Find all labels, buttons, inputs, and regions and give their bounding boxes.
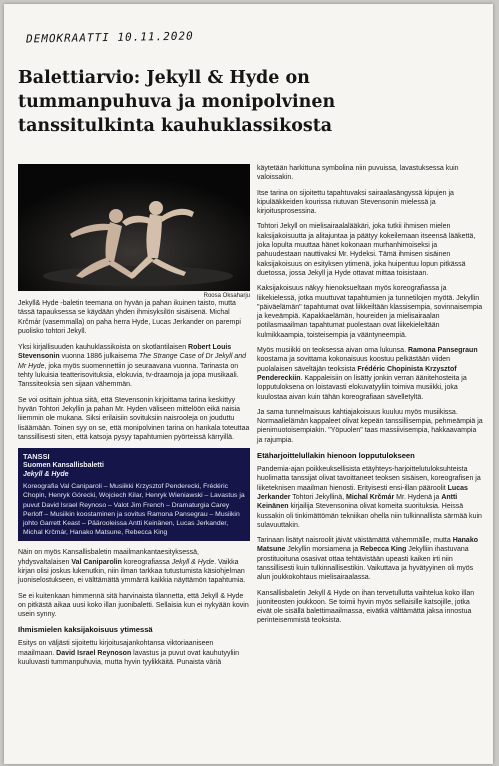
right-paragraph-5: Myös musiikki on teoksessa aivan oma lukunsa. Ramona Pansegraun koostama ja sovittama kokonaisuus koostuu pelkästään viiden puolalaisen säveltäjän teoksista Frédéric Chopinista Krzysztof Pendereckiin. Kappaleisiin on lisätty jonkin verran äänitehosteita ja lopputuloksena on loistavasti elokuvatyyliin toimiva musiikki, joka kuulostaa aivan kuin tähän koreografiaan sävelletyltä. <box>257 347 478 401</box>
info-box-company: Suomen Kansallisbaletti Jekyll & Hyde <box>23 462 104 479</box>
dancers-illustration <box>18 164 250 291</box>
photo-credit: Roosa Oksaharju <box>203 293 250 299</box>
headline: Balettiarvio: Jekyll & Hyde on tummanpuhuva ja monipolvinen tanssitulkinta kauhuklassikosta <box>18 68 336 136</box>
photo-caption: Jekyll& Hyde -baletin teemana on hyvän ja pahan ikuinen taisto, mutta tässä tapauksessa se käydään yhden ihmisyksilön sisäisenä. Michal Krčmár (vasemmalla) on paha herra Hyde, Lucas Jerkander on parempi puolisko tohtori Jekyll. <box>18 300 241 335</box>
ballet-photo <box>18 164 250 291</box>
right-paragraph-6: Ja sama tunnelmaisuus kahtiajakoisuus kuuluu myös musiikissa. Normaalielämän kappaleet olivat kepeän tanssillisempia, pehmeämpiä ja pienimuotoisempiakin. "Yöpuolen" taas massiivisempia, hakkaavampia ja rajumpia. <box>257 408 483 444</box>
left-paragraph-3: Näin on myös Kansallisbaletin maailmankantaesityksessä, yhdysvaltalaisen Val Caniparolin koreografiassa Jekyll & Hyde. Vaikka kirjan olisi joskus lukenutkin, niin ilman tarkkaa tutustumista käsiohjelman juoniselostukseen, ei välttämättä ymmärrä kaikkia näyttämön tapahtumia. <box>18 549 246 585</box>
right-paragraph-3: Tohtori Jekyll on mielisairaalalääkäri, joka tutkii ihmisen mielen kaksijakoisuutta ja alitajuntaa ja päätyy kokeilemaan itseensä lääkettä, joka lopulta muuttaa hänet kokonaan murhanhimoiseksi ja pahuudestaan nauttivaksi Mr. Hydeksi. Tämä ihmisen sisäinen kaksijakoisuus on esityksen ytimenä, joka huipentuu lopun pitkässä duetossa, jossa Jekyll ja Hyde ottavat mittaa toisistaan. <box>257 223 476 277</box>
right-paragraph-2: Itse tarina on sijoitettu tapahtuvaksi sairaalasängyssä kipujen ja kipulääkkeiden kourissa riutuvan Stevensonin mielessä ja kirjoitusprosessina. <box>257 189 454 216</box>
handwritten-source-note: DEMOKRAATTI 10.11.2020 <box>25 29 194 46</box>
left-subheading: Ihmismielen kaksijakoisuus ytimessä <box>18 625 153 635</box>
right-paragraph-8: Tarinaan lisätyt naisroolit jäivät väistämättä vähemmälle, mutta Hanako Matsune Jekyllin morsiamena ja Rebecca King Jekylliin ihastuvana prostituoituna osasivat ottaa tehtävistään upeasti kaiken irti niin tanssillisesti kuin tulkinnallisestikin. Vaikuttava ja hyvätyyinen oli myös alun joukkokohtaus mielisairaalassa. <box>257 537 478 582</box>
right-column <box>257 164 483 632</box>
left-paragraph-4: Se ei kuitenkaan himmennä sitä harvinaista tilannetta, että Jekyll & Hyde on pitkästä aikaa uusi koko illan juonibaletti. Sellaisia kun ei nykyään kovin usein synny. <box>18 592 249 619</box>
newspaper-page <box>4 4 493 764</box>
left-column <box>18 164 250 673</box>
right-subheading: Etäharjoittelullakin hienoon lopputulokseen <box>257 451 415 461</box>
left-paragraph-5: Esitys on väljästi sijoitettu kirjoitusajankohtansa viktoriaaniseen maailmaan. David Israel Reynoson lavastus ja puvut ovat kauhutyyliin kuuluvasti tummanpuhuvia, mutta hyvin tyylikkäitä. Punaista väriä <box>18 640 240 667</box>
performance-info-box <box>18 448 250 541</box>
right-paragraph-9: Kansallisbaletin Jekyll & Hyde on ihan tervetullutta vaihtelua koko illan juoniteosten joukkoon. Se toimii hyvin myös sellaisille katsojille, jotka eivät ole sisällä balettimaailmassa, eivätkä välttämättä jaksa innostua perinteisemmistä teoksista. <box>257 589 475 625</box>
left-paragraph-2: Se voi osittain johtua siitä, että Stevensonin kirjoittama tarina keskittyy hyvän Tohtori Jekyllin ja pahan Mr. Hyden väliseen mittelöön eikä naisia liiemmin ole mukana. Siksi erilaisiin sovituksiin naisrooleja on jouduttu lisäämään. Toinen syy on se, että monipolvinen tarina on hankala toteuttaa tanssillisesti siten, että katsoja pysyy tapahtumien pyörteissä kärryillä. <box>18 396 250 441</box>
right-paragraph-7: Pandemia-ajan poikkeuksellisista etäyhteys-harjoittelutuloksuhteista huolimatta tanssijat olivat tavoittaneet teoksen sisäisen, koreografisen ja liiketeknisen maailman hienosti. Erityisesti ensi-illan pääroolit Lucas Jerkander Tohtori Jekyllinä, Michal Krčmár Mr. Hydenä ja Antti Keinänen kirjailija Stevensonina olivat komeita suorituksia. Heissä kussakin oli tinkimättömän tekniikan ohella niin tulkinnallista särmää kuin sulavuuttakin. <box>257 466 482 529</box>
info-box-credits: Koreografia Val Caniparoli – Musiikki Krzysztof Penderecki, Frédéric Chopin, Henryk Górecki, Wojciech Kilar, Henryk Wieniawski – Lavastus ja puvut David Israel Reynoso – Valot Jim French – Dramaturgia Carey Perloff – Musiikin koostaminen ja sovitus Ramona Pansegrau – Musiikin johto Garrett Keast – Pääroolеissa Antti Keinänen, Lucas Jerkander, Michal Krčmár, Hanako Matsune, Rebecca King <box>23 483 245 537</box>
info-box-title: TANSSI <box>23 452 50 462</box>
right-paragraph-4: Kaksijakoisuus näkyy hienoksueltaan myös koreografiassa ja liikekielessä, jotka muuttuvat tapahtumien ja tunnetilojen myötä. Jekyllin "päiväelämän" tapahtumat ovat liikkeiltään klassisempia, sovinnaisempia ja keveämpiä. Kapakkaelämän, houreiden ja mielisairaalan potilasmaailman tapahtumat puolestaan ovat liikekieleltään kulmikkaampia, toisteisempia ja vääntyneempiä. <box>257 285 483 339</box>
right-paragraph-1: käytetään harkittuna symbolina niin puvuissa, lavastuksessa kuin valoissakin. <box>257 165 459 182</box>
left-paragraph-1: Yksi kirjallisuuden kauhuklassikoista on skotlantilaisen Robert Louis Stevensonin vuonna 1886 julkaisema The Strange Case of Dr Jekyll and Mr Hyde, joka myös suomennettiin jo seuraavana vuonna. Tarinasta on tehty lukuisia teatterisovituksia, elokuvia, tv-draamoja ja jopa musikaali. Tanssiteoksia sen sijaan vähemmän. <box>18 344 247 389</box>
